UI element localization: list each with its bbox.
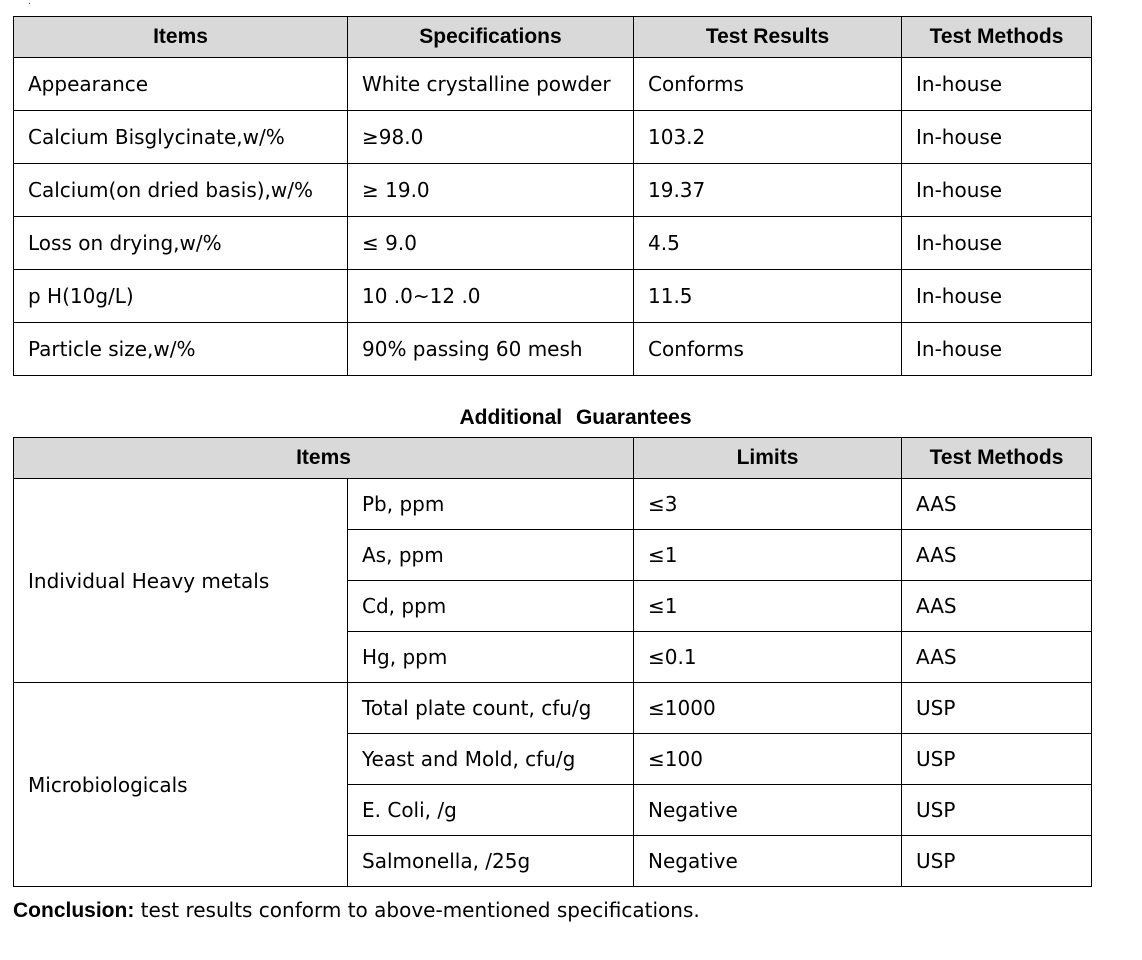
limit-cell: ≤100 <box>634 734 902 785</box>
item-cell: Loss on drying,w/% <box>14 217 348 270</box>
method-cell: In-house <box>902 58 1092 111</box>
specifications-table <box>13 16 1092 376</box>
method-cell: AAS <box>902 581 1092 632</box>
method-cell: AAS <box>902 479 1092 530</box>
table-row <box>14 217 1092 270</box>
specification-cell: ≤ 9.0 <box>348 217 634 270</box>
table-row <box>14 270 1092 323</box>
parameter-cell: E. Coli, /g <box>348 785 634 836</box>
limit-cell: ≤0.1 <box>634 632 902 683</box>
method-cell: In-house <box>902 111 1092 164</box>
table-row <box>14 164 1092 217</box>
guarantees-header-row <box>14 438 1092 479</box>
conclusion-text: test results conform to above-mentioned specifications. <box>134 898 700 922</box>
spec-header-row <box>14 17 1092 58</box>
table-row <box>14 479 1092 530</box>
limit-cell: ≤1 <box>634 530 902 581</box>
header-specifications: Specifications <box>348 17 634 58</box>
header-limits: Limits <box>634 438 902 479</box>
conclusion <box>13 897 700 924</box>
parameter-cell: Salmonella, /25g <box>348 836 634 887</box>
corner-mark: · <box>28 0 32 10</box>
table-row <box>14 111 1092 164</box>
method-cell: AAS <box>902 530 1092 581</box>
specification-cell: 10 .0~12 .0 <box>348 270 634 323</box>
result-cell: 11.5 <box>634 270 902 323</box>
parameter-cell: Pb, ppm <box>348 479 634 530</box>
parameter-cell: Cd, ppm <box>348 581 634 632</box>
limit-cell: ≤1000 <box>634 683 902 734</box>
specification-cell: 90% passing 60 mesh <box>348 323 634 376</box>
header-test-results: Test Results <box>634 17 902 58</box>
specification-cell: White crystalline powder <box>348 58 634 111</box>
item-cell: Calcium Bisglycinate,w/% <box>14 111 348 164</box>
parameter-cell: As, ppm <box>348 530 634 581</box>
method-cell: AAS <box>902 632 1092 683</box>
table-row <box>14 58 1092 111</box>
method-cell: In-house <box>902 217 1092 270</box>
group-name-cell: Microbiologicals <box>14 683 348 887</box>
specification-cell: ≥ 19.0 <box>348 164 634 217</box>
result-cell: Conforms <box>634 323 902 376</box>
method-cell: USP <box>902 683 1092 734</box>
specification-cell: ≥98.0 <box>348 111 634 164</box>
method-cell: In-house <box>902 270 1092 323</box>
parameter-cell: Hg, ppm <box>348 632 634 683</box>
limit-cell: Negative <box>634 836 902 887</box>
table-row <box>14 323 1092 376</box>
method-cell: In-house <box>902 164 1092 217</box>
group-name-cell: Individual Heavy metals <box>14 479 348 683</box>
guarantees-table <box>13 437 1092 887</box>
limit-cell: ≤1 <box>634 581 902 632</box>
header-items: Items <box>14 438 634 479</box>
method-cell: In-house <box>902 323 1092 376</box>
result-cell: 4.5 <box>634 217 902 270</box>
result-cell: Conforms <box>634 58 902 111</box>
method-cell: USP <box>902 785 1092 836</box>
item-cell: p H(10g/L) <box>14 270 348 323</box>
limit-cell: Negative <box>634 785 902 836</box>
method-cell: USP <box>902 734 1092 785</box>
table-row <box>14 683 1092 734</box>
header-items: Items <box>14 17 348 58</box>
limit-cell: ≤3 <box>634 479 902 530</box>
header-test-methods: Test Methods <box>902 17 1092 58</box>
parameter-cell: Total plate count, cfu/g <box>348 683 634 734</box>
item-cell: Appearance <box>14 58 348 111</box>
item-cell: Particle size,w/% <box>14 323 348 376</box>
result-cell: 19.37 <box>634 164 902 217</box>
method-cell: USP <box>902 836 1092 887</box>
additional-guarantees-title: Additional Guarantees <box>459 406 692 429</box>
item-cell: Calcium(on dried basis),w/% <box>14 164 348 217</box>
parameter-cell: Yeast and Mold, cfu/g <box>348 734 634 785</box>
result-cell: 103.2 <box>634 111 902 164</box>
conclusion-label: Conclusion: <box>13 899 135 922</box>
header-test-methods: Test Methods <box>902 438 1092 479</box>
